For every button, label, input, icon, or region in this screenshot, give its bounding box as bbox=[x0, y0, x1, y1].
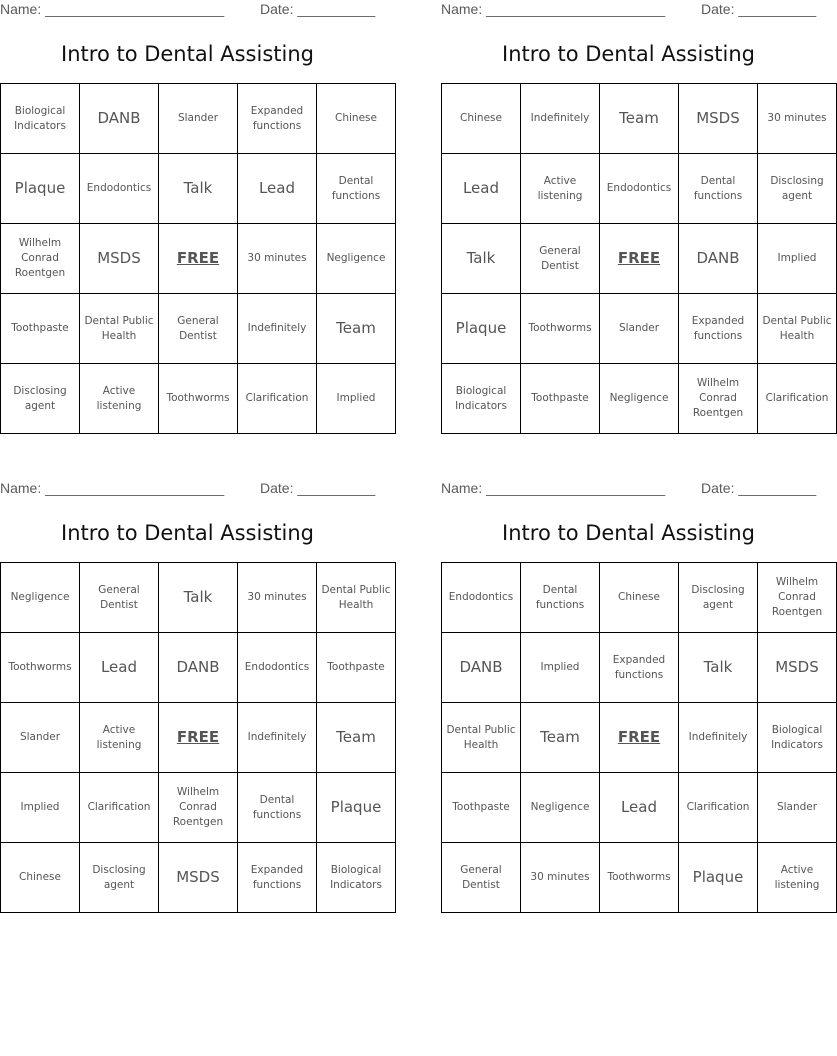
bingo-cell: 30 minutes bbox=[521, 843, 600, 913]
bingo-cell: Expanded functions bbox=[238, 84, 317, 154]
bingo-cell: General Dentist bbox=[159, 294, 238, 364]
bingo-grid bbox=[0, 83, 396, 434]
bingo-cell: Slander bbox=[159, 84, 238, 154]
grid-row bbox=[1, 294, 396, 364]
card-header bbox=[0, 480, 375, 500]
bingo-cell: Slander bbox=[758, 773, 837, 843]
bingo-cell: Toothworms bbox=[521, 294, 600, 364]
bingo-cell: Biological Indicators bbox=[758, 703, 837, 773]
bingo-cell: Endodontics bbox=[238, 633, 317, 703]
bingo-cell: Expanded functions bbox=[679, 294, 758, 364]
grid-row bbox=[1, 364, 396, 434]
bingo-cell: Biological Indicators bbox=[1, 84, 80, 154]
date-field-label: Date: __________ bbox=[260, 1, 376, 17]
bingo-cell: Indefinitely bbox=[238, 294, 317, 364]
bingo-cell: Dental Public Health bbox=[317, 563, 396, 633]
grid-row bbox=[1, 703, 396, 773]
grid-row bbox=[1, 633, 396, 703]
bingo-cell: Negligence bbox=[317, 224, 396, 294]
bingo-cell: Plaque bbox=[317, 773, 396, 843]
bingo-cell: Active listening bbox=[80, 364, 159, 434]
bingo-cell: Toothpaste bbox=[317, 633, 396, 703]
bingo-cell: Plaque bbox=[1, 154, 80, 224]
bingo-cell: Negligence bbox=[600, 364, 679, 434]
bingo-cell: Lead bbox=[442, 154, 521, 224]
bingo-cell: Wilhelm Conrad Roentgen bbox=[159, 773, 238, 843]
free-space-cell: FREE bbox=[159, 224, 238, 294]
bingo-cell: Slander bbox=[600, 294, 679, 364]
bingo-cell: Disclosing agent bbox=[80, 843, 159, 913]
grid-row bbox=[442, 294, 837, 364]
bingo-cell: MSDS bbox=[679, 84, 758, 154]
bingo-cell: Negligence bbox=[521, 773, 600, 843]
bingo-cell: General Dentist bbox=[80, 563, 159, 633]
bingo-cell: Active listening bbox=[521, 154, 600, 224]
bingo-cell: Clarification bbox=[80, 773, 159, 843]
bingo-cell: DANB bbox=[80, 84, 159, 154]
bingo-cell: Toothworms bbox=[600, 843, 679, 913]
bingo-cell: Toothpaste bbox=[442, 773, 521, 843]
grid-row bbox=[442, 773, 837, 843]
grid-row bbox=[442, 364, 837, 434]
bingo-cell: Team bbox=[317, 294, 396, 364]
bingo-cell: Dental Public Health bbox=[80, 294, 159, 364]
bingo-cell: Talk bbox=[442, 224, 521, 294]
bingo-cell: Disclosing agent bbox=[758, 154, 837, 224]
bingo-cell: Expanded functions bbox=[238, 843, 317, 913]
bingo-cell: Wilhelm Conrad Roentgen bbox=[679, 364, 758, 434]
bingo-card-1 bbox=[0, 0, 386, 435]
grid-row bbox=[442, 703, 837, 773]
bingo-cell: Dental Public Health bbox=[758, 294, 837, 364]
bingo-cell: Team bbox=[317, 703, 396, 773]
card-header bbox=[441, 1, 816, 21]
grid-row bbox=[1, 84, 396, 154]
bingo-cell: Disclosing agent bbox=[1, 364, 80, 434]
grid-row bbox=[1, 563, 396, 633]
bingo-cell: Dental functions bbox=[238, 773, 317, 843]
bingo-cell: Lead bbox=[80, 633, 159, 703]
bingo-cell: Toothpaste bbox=[1, 294, 80, 364]
bingo-cell: 30 minutes bbox=[238, 563, 317, 633]
bingo-cell: Plaque bbox=[679, 843, 758, 913]
grid-row bbox=[1, 154, 396, 224]
bingo-cell: Talk bbox=[679, 633, 758, 703]
bingo-cell: General Dentist bbox=[521, 224, 600, 294]
name-field-label: Name: _______________________ bbox=[0, 1, 225, 17]
bingo-cell: Team bbox=[600, 84, 679, 154]
bingo-cell: DANB bbox=[442, 633, 521, 703]
bingo-cell: Clarification bbox=[238, 364, 317, 434]
bingo-cell: Disclosing agent bbox=[679, 563, 758, 633]
bingo-cell: Talk bbox=[159, 154, 238, 224]
bingo-cell: Biological Indicators bbox=[442, 364, 521, 434]
bingo-cell: Plaque bbox=[442, 294, 521, 364]
bingo-cell: Toothpaste bbox=[521, 364, 600, 434]
bingo-cell: Indefinitely bbox=[521, 84, 600, 154]
bingo-cell: Dental functions bbox=[679, 154, 758, 224]
bingo-cell: Active listening bbox=[758, 843, 837, 913]
name-field-label: Name: _______________________ bbox=[0, 480, 225, 496]
bingo-cell: MSDS bbox=[159, 843, 238, 913]
card-header bbox=[0, 1, 375, 21]
bingo-cell: Implied bbox=[521, 633, 600, 703]
bingo-cell: Endodontics bbox=[80, 154, 159, 224]
bingo-cell: Chinese bbox=[317, 84, 396, 154]
bingo-cell: Toothworms bbox=[159, 364, 238, 434]
bingo-cell: Implied bbox=[1, 773, 80, 843]
bingo-cell: Negligence bbox=[1, 563, 80, 633]
date-field-label: Date: __________ bbox=[701, 480, 817, 496]
bingo-grid bbox=[0, 562, 396, 913]
card-header bbox=[441, 480, 816, 500]
bingo-cell: Dental functions bbox=[317, 154, 396, 224]
bingo-cell: Slander bbox=[1, 703, 80, 773]
grid-row bbox=[442, 633, 837, 703]
bingo-grid bbox=[441, 83, 837, 434]
bingo-cell: Implied bbox=[317, 364, 396, 434]
bingo-cell: MSDS bbox=[758, 633, 837, 703]
bingo-cell: Endodontics bbox=[442, 563, 521, 633]
card-title: Intro to Dental Assisting bbox=[61, 42, 314, 66]
card-title: Intro to Dental Assisting bbox=[502, 521, 755, 545]
bingo-cell: Clarification bbox=[679, 773, 758, 843]
bingo-cell: 30 minutes bbox=[758, 84, 837, 154]
bingo-card-4 bbox=[441, 479, 823, 914]
grid-row bbox=[442, 563, 837, 633]
bingo-cell: Lead bbox=[600, 773, 679, 843]
bingo-cell: Endodontics bbox=[600, 154, 679, 224]
bingo-card-3 bbox=[0, 479, 391, 914]
bingo-cell: Chinese bbox=[600, 563, 679, 633]
bingo-cell: Indefinitely bbox=[238, 703, 317, 773]
card-title: Intro to Dental Assisting bbox=[502, 42, 755, 66]
bingo-cell: 30 minutes bbox=[238, 224, 317, 294]
grid-row bbox=[1, 843, 396, 913]
bingo-cell: Chinese bbox=[442, 84, 521, 154]
bingo-cell: Wilhelm Conrad Roentgen bbox=[758, 563, 837, 633]
bingo-cell: Dental functions bbox=[521, 563, 600, 633]
bingo-cell: Implied bbox=[758, 224, 837, 294]
grid-row bbox=[442, 843, 837, 913]
free-space-cell: FREE bbox=[600, 224, 679, 294]
name-field-label: Name: _______________________ bbox=[441, 1, 666, 17]
bingo-cell: Talk bbox=[159, 563, 238, 633]
date-field-label: Date: __________ bbox=[260, 480, 376, 496]
bingo-cell: Team bbox=[521, 703, 600, 773]
bingo-cell: MSDS bbox=[80, 224, 159, 294]
date-field-label: Date: __________ bbox=[701, 1, 817, 17]
free-space-cell: FREE bbox=[600, 703, 679, 773]
grid-row bbox=[1, 773, 396, 843]
grid-row bbox=[442, 154, 837, 224]
bingo-cell: Wilhelm Conrad Roentgen bbox=[1, 224, 80, 294]
grid-row bbox=[1, 224, 396, 294]
grid-row bbox=[442, 224, 837, 294]
card-title: Intro to Dental Assisting bbox=[61, 521, 314, 545]
bingo-cell: Active listening bbox=[80, 703, 159, 773]
bingo-grid bbox=[441, 562, 837, 913]
free-space-cell: FREE bbox=[159, 703, 238, 773]
bingo-cell: Expanded functions bbox=[600, 633, 679, 703]
bingo-cell: Lead bbox=[238, 154, 317, 224]
bingo-cell: General Dentist bbox=[442, 843, 521, 913]
bingo-card-2 bbox=[441, 0, 832, 435]
name-field-label: Name: _______________________ bbox=[441, 480, 666, 496]
bingo-cell: DANB bbox=[159, 633, 238, 703]
bingo-cell: DANB bbox=[679, 224, 758, 294]
bingo-cell: Clarification bbox=[758, 364, 837, 434]
bingo-cell: Toothworms bbox=[1, 633, 80, 703]
bingo-cell: Indefinitely bbox=[679, 703, 758, 773]
bingo-cell: Chinese bbox=[1, 843, 80, 913]
grid-row bbox=[442, 84, 837, 154]
bingo-cell: Biological Indicators bbox=[317, 843, 396, 913]
bingo-cell: Dental Public Health bbox=[442, 703, 521, 773]
